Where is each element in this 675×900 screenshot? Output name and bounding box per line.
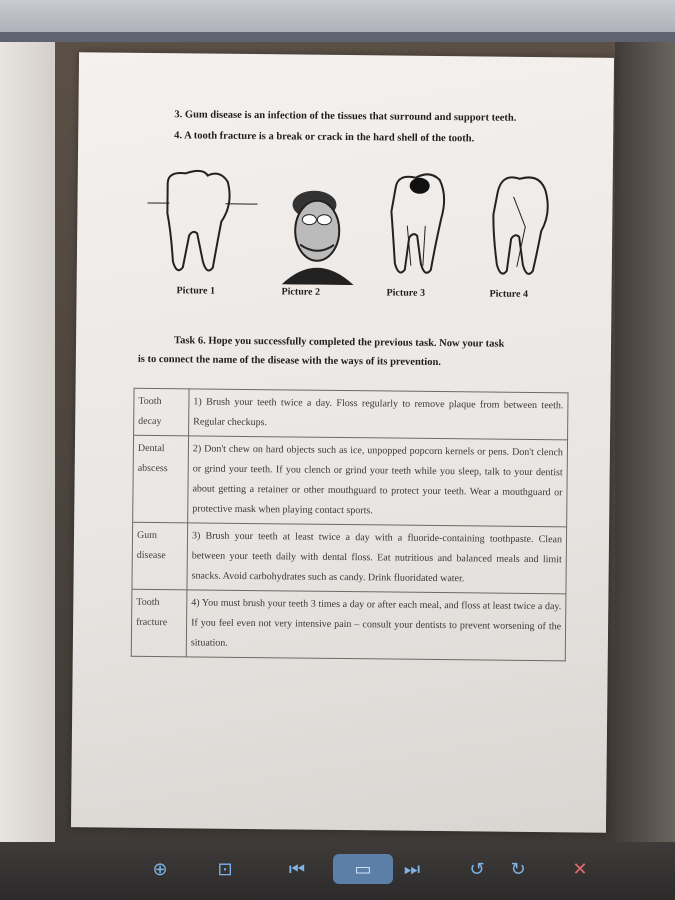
picture-3-caption: Picture 3 [386,287,426,299]
table-row [132,522,567,594]
picture-2-caption: Picture 2 [281,286,321,298]
fit-window-icon[interactable]: ⊡ [217,858,233,880]
background-left [0,42,60,842]
definition-gum-disease: 3. Gum disease is an infection of the tissues that surround and support teeth. [174,109,517,124]
swollen-face-cartoon-icon [262,164,373,285]
decayed-tooth-icon [367,165,478,286]
prevention-cell: 2) Don't chew on hard objects such as ice, unpopped popcorn kernels or pens. Don't clench or grind your teeth. If you clench or grind your teeth while you sleep, talk to your dentist about getting a retainer or other mouthguard to protect your teeth. Wear a mouthguard or protective mask when playing contact sports. [188,436,568,527]
viewer-toolbar [0,842,675,900]
disease-cell: Tooth decay [134,388,189,436]
prevention-cell: 1) Brush your teeth twice a day. Floss regularly to remove plaque from between teeth. Regular checkups. [189,389,568,440]
disease-cell: Tooth fracture [131,589,187,657]
table-row [133,435,568,527]
table-row [131,589,566,661]
prevention-cell: 3) Brush your teeth at least twice a day with a fluoride-containing toothpaste. Clean between your teeth daily with dental floss. Eat nutritious and balanced meals and limit snacks. Avoid carbohydrates such as candy. Drink fluoridated water. [187,523,567,594]
rotate-left-icon[interactable]: ↺ [469,858,485,880]
monitor-top-edge [0,0,675,42]
slideshow-icon[interactable]: ▭ [333,854,393,884]
cracked-tooth-icon [469,166,580,287]
document-page [71,52,614,833]
zoom-icon[interactable]: ⊕ [152,858,168,880]
picture-4-caption: Picture 4 [489,288,529,300]
table-row [134,388,568,440]
disease-cell: Dental abscess [133,435,189,523]
prevention-cell: 4) You must brush your teeth 3 times a day or after each meal, and floss at least twice a day. If you feel even not very intensive pain – consult your dentists to prevent worsening of the situation. [186,590,566,661]
task-instruction-line-2: is to connect the name of the disease with the ways of its prevention. [137,353,442,369]
task-instruction-line-1: Task 6. Hope you successfully completed the previous task. Now your task [173,335,505,350]
picture-1-caption: Picture 1 [176,285,216,297]
rotate-right-icon[interactable]: ↻ [510,858,526,880]
delete-icon[interactable]: ✕ [572,858,588,880]
disease-prevention-table [131,388,569,662]
healthy-tooth-icon [147,163,258,284]
disease-cell: Gum disease [132,522,188,590]
next-icon[interactable]: ⏭ [403,858,421,880]
background-right [605,42,675,842]
previous-icon[interactable]: ⏮ [288,858,306,880]
definition-tooth-fracture: 4. A tooth fracture is a break or crack in the hard shell of the tooth. [174,130,475,145]
